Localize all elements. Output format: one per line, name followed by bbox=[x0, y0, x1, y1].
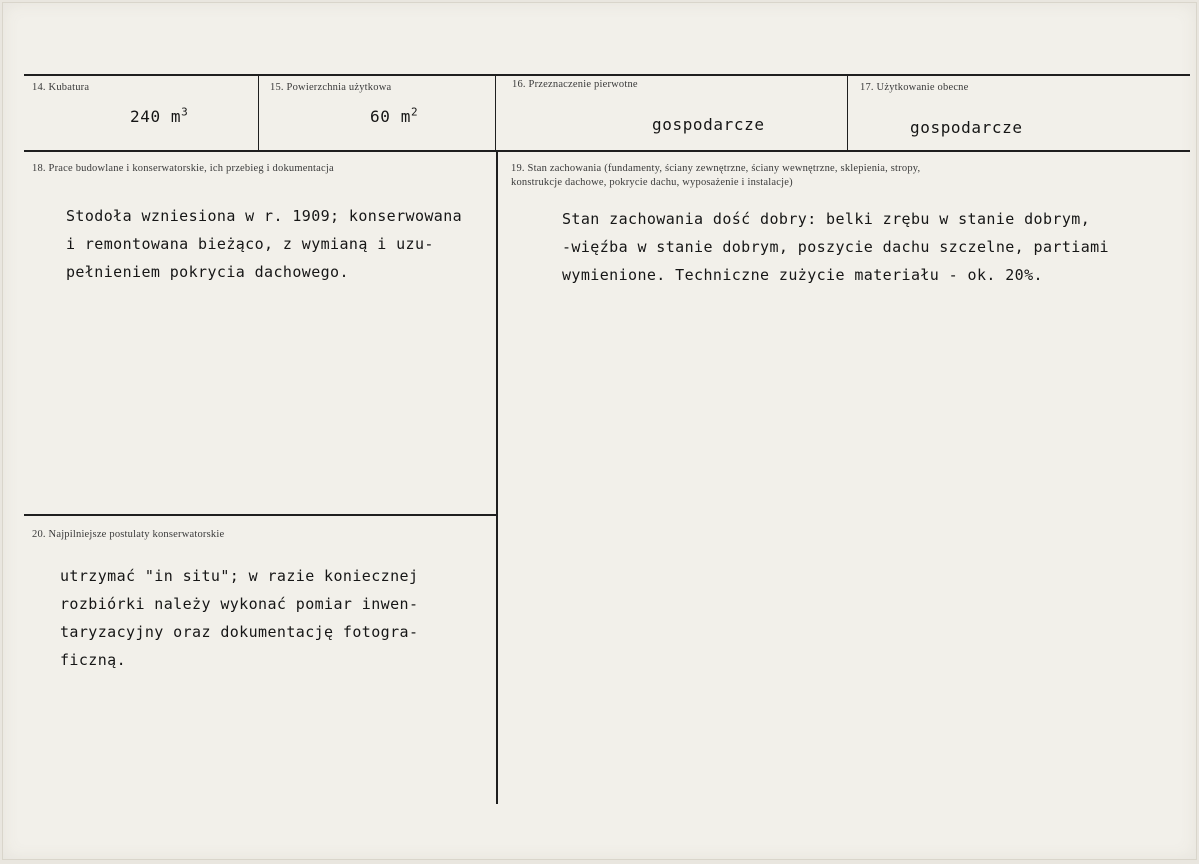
prace-line-1: Stodoła wzniesiona w r. 1909; konserwowana bbox=[66, 207, 463, 225]
stan-text bbox=[562, 205, 1109, 289]
postulaty-text bbox=[60, 562, 418, 674]
powierzchnia-exponent: 2 bbox=[410, 105, 419, 119]
divider-14-15 bbox=[258, 76, 259, 150]
prace-line-2: i remontowana bieżąco, z wymianą i uzu- bbox=[66, 235, 434, 253]
kubatura-value bbox=[130, 107, 188, 126]
kubatura-number: 240 m bbox=[130, 107, 182, 126]
powierzchnia-number: 60 m bbox=[370, 107, 411, 126]
postulaty-label: 20. Najpilniejsze postulaty konserwatorskie bbox=[32, 529, 225, 540]
przeznaczenie-value: gospodarcze bbox=[652, 115, 765, 134]
uzytkowanie-label: 17. Użytkowanie obecne bbox=[860, 82, 969, 93]
powierzchnia-value bbox=[370, 107, 418, 126]
inventory-card bbox=[2, 2, 1197, 860]
uzytkowanie-value: gospodarcze bbox=[910, 118, 1023, 137]
postulaty-line-1: utrzymać "in situ"; w razie koniecznej bbox=[60, 567, 419, 585]
powierzchnia-label: 15. Powierzchnia użytkowa bbox=[270, 82, 392, 93]
prace-label: 18. Prace budowlane i konserwatorskie, ich przebieg i dokumentacja bbox=[32, 163, 334, 174]
top-border-line bbox=[24, 74, 1190, 76]
prace-line-3: pełnieniem pokrycia dachowego. bbox=[66, 263, 349, 281]
postulaty-line-3: taryzacyjny oraz dokumentację fotogra- bbox=[60, 623, 419, 641]
divider-15-16 bbox=[495, 76, 496, 150]
stan-line-3: wymienione. Techniczne zużycie materiału - ok. 20%. bbox=[562, 266, 1043, 284]
postulaty-line-2: rozbiórki należy wykonać pomiar inwen- bbox=[60, 595, 419, 613]
stan-label-line-1: 19. Stan zachowania (fundamenty, ściany zewnętrzne, ściany wewnętrzne, sklepienia, stropy, bbox=[511, 163, 921, 174]
main-column-divider bbox=[496, 152, 498, 804]
stan-line-2: -więźba w stanie dobrym, poszycie dachu szczelne, partiami bbox=[562, 238, 1109, 256]
stan-label-line-2: konstrukcje dachowe, pokrycie dachu, wyposażenie i instalacje) bbox=[511, 177, 793, 188]
prace-text bbox=[66, 202, 462, 286]
kubatura-exponent: 3 bbox=[181, 105, 189, 119]
kubatura-label: 14. Kubatura bbox=[32, 82, 90, 93]
stan-line-1: Stan zachowania dość dobry: belki zrębu w stanie dobrym, bbox=[562, 210, 1091, 228]
section-18-bottom-line bbox=[24, 514, 496, 516]
postulaty-line-4: ficzną. bbox=[60, 651, 127, 669]
divider-16-17 bbox=[847, 76, 848, 150]
header-row-bottom-line bbox=[24, 150, 1190, 152]
przeznaczenie-label: 16. Przeznaczenie pierwotne bbox=[512, 79, 638, 90]
